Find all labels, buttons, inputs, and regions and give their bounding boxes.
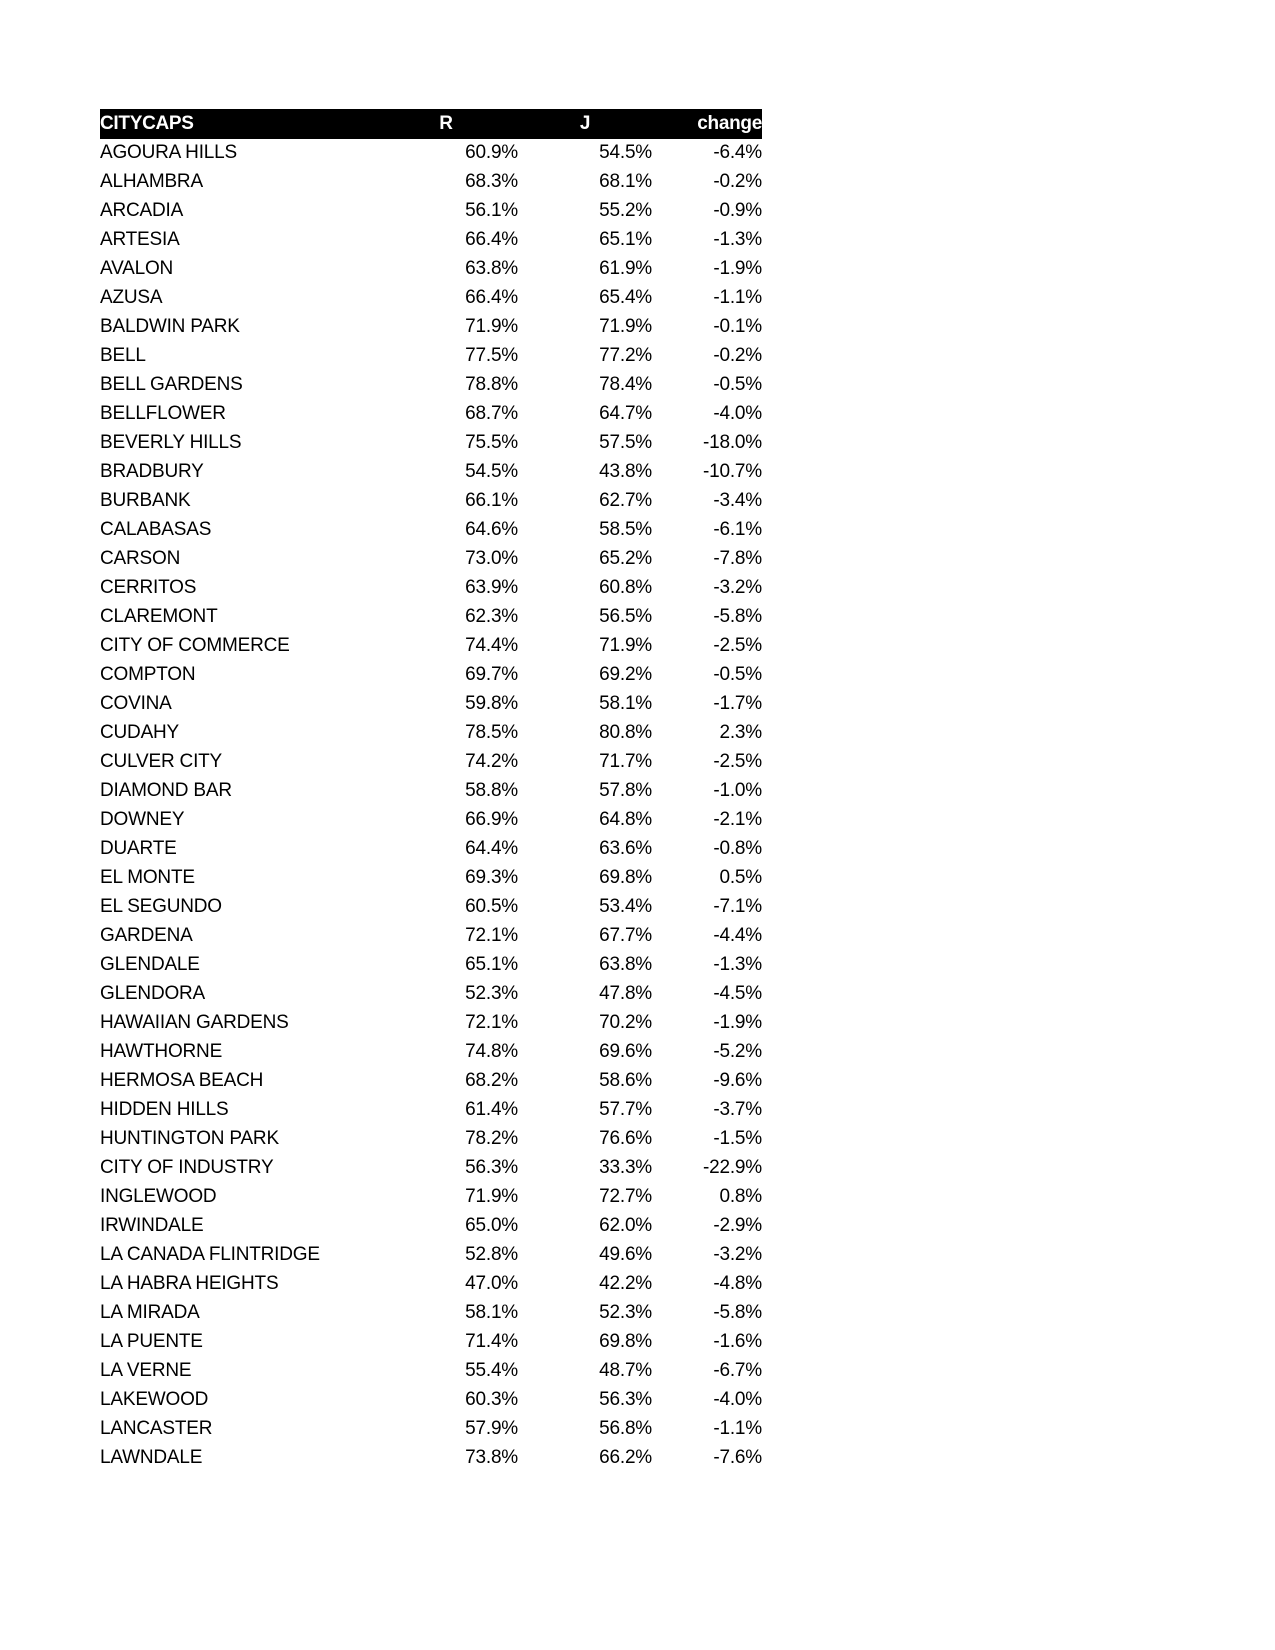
cell-city: DOWNEY	[100, 809, 185, 830]
cell-r: 65.1%	[465, 954, 518, 975]
cell-change: -4.0%	[713, 403, 762, 424]
cell-change: -6.4%	[713, 142, 762, 163]
cell-change: -22.9%	[702, 1157, 762, 1178]
cell-j: 65.4%	[599, 287, 652, 308]
cell-r: 72.1%	[465, 1012, 518, 1033]
cell-j: 57.5%	[599, 432, 652, 453]
table-row	[100, 342, 762, 371]
cell-j: 62.7%	[599, 490, 652, 511]
cell-change: -7.8%	[713, 548, 762, 569]
cell-r: 62.3%	[465, 606, 518, 627]
table-header	[100, 109, 762, 139]
table-row	[100, 1067, 762, 1096]
cell-city: COMPTON	[100, 664, 196, 685]
table-row	[100, 458, 762, 487]
cell-city: BALDWIN PARK	[100, 316, 240, 337]
table-row	[100, 574, 762, 603]
cell-city: HERMOSA BEACH	[100, 1070, 264, 1091]
cell-city: CULVER CITY	[100, 751, 223, 772]
cell-change: -2.1%	[713, 809, 762, 830]
cell-j: 61.9%	[599, 258, 652, 279]
city-percentage-table	[100, 109, 762, 1473]
cell-city: LA MIRADA	[100, 1302, 200, 1323]
cell-j: 69.8%	[599, 867, 652, 888]
cell-change: -7.1%	[713, 896, 762, 917]
cell-j: 56.5%	[599, 606, 652, 627]
cell-city: HIDDEN HILLS	[100, 1099, 229, 1120]
cell-j: 57.7%	[599, 1099, 652, 1120]
cell-r: 58.8%	[465, 780, 518, 801]
cell-j: 70.2%	[599, 1012, 652, 1033]
table-row	[100, 1096, 762, 1125]
cell-city: LAKEWOOD	[100, 1389, 209, 1410]
table-row	[100, 1125, 762, 1154]
cell-j: 58.5%	[599, 519, 652, 540]
cell-r: 78.5%	[465, 722, 518, 743]
cell-city: HUNTINGTON PARK	[100, 1128, 279, 1149]
cell-r: 60.3%	[465, 1389, 518, 1410]
table-row	[100, 719, 762, 748]
cell-r: 55.4%	[465, 1360, 518, 1381]
cell-change: -3.7%	[713, 1099, 762, 1120]
cell-r: 68.7%	[465, 403, 518, 424]
cell-r: 66.9%	[465, 809, 518, 830]
cell-city: AZUSA	[100, 287, 163, 308]
table-row	[100, 226, 762, 255]
column-header-change: change	[652, 109, 762, 139]
cell-city: ARCADIA	[100, 200, 184, 221]
cell-change: -5.8%	[713, 1302, 762, 1323]
table-row	[100, 1038, 762, 1067]
cell-city: BEVERLY HILLS	[100, 432, 242, 453]
cell-change: -1.9%	[713, 258, 762, 279]
cell-city: EL SEGUNDO	[100, 896, 222, 917]
cell-r: 68.2%	[465, 1070, 518, 1091]
cell-r: 59.8%	[465, 693, 518, 714]
column-header-r: R	[374, 109, 518, 139]
cell-r: 60.9%	[465, 142, 518, 163]
cell-change: -3.2%	[713, 1244, 762, 1265]
cell-r: 65.0%	[465, 1215, 518, 1236]
cell-city: CALABASAS	[100, 519, 212, 540]
cell-city: HAWTHORNE	[100, 1041, 223, 1062]
cell-r: 56.3%	[465, 1157, 518, 1178]
cell-city: LA HABRA HEIGHTS	[100, 1273, 279, 1294]
cell-city: CERRITOS	[100, 577, 197, 598]
table-row	[100, 951, 762, 980]
cell-change: -0.5%	[713, 664, 762, 685]
table-row	[100, 1183, 762, 1212]
cell-r: 69.7%	[465, 664, 518, 685]
table-row	[100, 313, 762, 342]
cell-city: ARTESIA	[100, 229, 180, 250]
cell-city: LANCASTER	[100, 1418, 213, 1439]
cell-change: -4.8%	[713, 1273, 762, 1294]
cell-j: 56.3%	[599, 1389, 652, 1410]
cell-r: 72.1%	[465, 925, 518, 946]
cell-city: AVALON	[100, 258, 174, 279]
cell-r: 61.4%	[465, 1099, 518, 1120]
cell-j: 76.6%	[599, 1128, 652, 1149]
cell-city: GLENDALE	[100, 954, 200, 975]
cell-change: -0.1%	[713, 316, 762, 337]
cell-r: 64.4%	[465, 838, 518, 859]
cell-city: BELL	[100, 345, 146, 366]
cell-city: CITY OF COMMERCE	[100, 635, 290, 656]
cell-change: -1.1%	[713, 1418, 762, 1439]
cell-j: 48.7%	[599, 1360, 652, 1381]
cell-j: 43.8%	[599, 461, 652, 482]
cell-r: 56.1%	[465, 200, 518, 221]
cell-change: -0.2%	[713, 171, 762, 192]
cell-city: INGLEWOOD	[100, 1186, 217, 1207]
cell-change: -1.5%	[713, 1128, 762, 1149]
cell-r: 66.4%	[465, 229, 518, 250]
cell-r: 78.8%	[465, 374, 518, 395]
table-row	[100, 922, 762, 951]
cell-j: 69.6%	[599, 1041, 652, 1062]
cell-r: 63.8%	[465, 258, 518, 279]
table-row	[100, 632, 762, 661]
cell-j: 66.2%	[599, 1447, 652, 1468]
cell-r: 73.8%	[465, 1447, 518, 1468]
cell-j: 33.3%	[599, 1157, 652, 1178]
cell-j: 72.7%	[599, 1186, 652, 1207]
cell-change: -6.1%	[713, 519, 762, 540]
cell-r: 60.5%	[465, 896, 518, 917]
table-row	[100, 1357, 762, 1386]
table-row	[100, 545, 762, 574]
cell-j: 71.9%	[599, 635, 652, 656]
cell-j: 65.2%	[599, 548, 652, 569]
cell-j: 49.6%	[599, 1244, 652, 1265]
cell-city: COVINA	[100, 693, 172, 714]
cell-city: LA PUENTE	[100, 1331, 203, 1352]
cell-change: -2.5%	[713, 751, 762, 772]
cell-change: -0.5%	[713, 374, 762, 395]
table-row	[100, 806, 762, 835]
data-table-container	[100, 109, 762, 1473]
cell-city: DUARTE	[100, 838, 177, 859]
cell-j: 64.7%	[599, 403, 652, 424]
cell-r: 78.2%	[465, 1128, 518, 1149]
cell-city: AGOURA HILLS	[100, 142, 237, 163]
cell-r: 74.2%	[465, 751, 518, 772]
table-row	[100, 1328, 762, 1357]
table-row	[100, 661, 762, 690]
cell-change: -6.7%	[713, 1360, 762, 1381]
cell-j: 71.9%	[599, 316, 652, 337]
cell-change: 0.5%	[719, 867, 762, 888]
cell-change: -2.5%	[713, 635, 762, 656]
cell-r: 54.5%	[465, 461, 518, 482]
cell-r: 69.3%	[465, 867, 518, 888]
cell-city: LAWNDALE	[100, 1447, 203, 1468]
cell-j: 80.8%	[599, 722, 652, 743]
table-row	[100, 168, 762, 197]
cell-j: 63.6%	[599, 838, 652, 859]
cell-city: CUDAHY	[100, 722, 180, 743]
cell-r: 74.4%	[465, 635, 518, 656]
cell-change: -1.1%	[713, 287, 762, 308]
cell-change: -18.0%	[702, 432, 762, 453]
cell-r: 71.9%	[465, 1186, 518, 1207]
cell-change: -3.2%	[713, 577, 762, 598]
cell-r: 75.5%	[465, 432, 518, 453]
table-row	[100, 1212, 762, 1241]
cell-j: 67.7%	[599, 925, 652, 946]
cell-j: 58.1%	[599, 693, 652, 714]
cell-j: 42.2%	[599, 1273, 652, 1294]
cell-r: 66.4%	[465, 287, 518, 308]
table-row	[100, 371, 762, 400]
cell-r: 64.6%	[465, 519, 518, 540]
cell-r: 68.3%	[465, 171, 518, 192]
cell-change: -1.7%	[713, 693, 762, 714]
cell-r: 58.1%	[465, 1302, 518, 1323]
cell-j: 69.2%	[599, 664, 652, 685]
cell-city: DIAMOND BAR	[100, 780, 232, 801]
table-row	[100, 1386, 762, 1415]
cell-r: 63.9%	[465, 577, 518, 598]
cell-change: -0.9%	[713, 200, 762, 221]
table-row	[100, 603, 762, 632]
cell-j: 71.7%	[599, 751, 652, 772]
cell-change: -5.8%	[713, 606, 762, 627]
cell-change: -0.8%	[713, 838, 762, 859]
cell-change: -1.3%	[713, 229, 762, 250]
cell-j: 58.6%	[599, 1070, 652, 1091]
cell-change: -0.2%	[713, 345, 762, 366]
table-row	[100, 487, 762, 516]
table-row	[100, 1415, 762, 1444]
cell-j: 53.4%	[599, 896, 652, 917]
cell-change: -3.4%	[713, 490, 762, 511]
table-header-row	[100, 109, 762, 139]
cell-j: 63.8%	[599, 954, 652, 975]
table-body	[100, 139, 762, 1473]
table-row	[100, 893, 762, 922]
cell-city: EL MONTE	[100, 867, 195, 888]
cell-j: 54.5%	[599, 142, 652, 163]
cell-r: 74.8%	[465, 1041, 518, 1062]
cell-j: 68.1%	[599, 171, 652, 192]
cell-j: 60.8%	[599, 577, 652, 598]
cell-city: BURBANK	[100, 490, 191, 511]
cell-j: 55.2%	[599, 200, 652, 221]
cell-city: GARDENA	[100, 925, 193, 946]
cell-change: 0.8%	[719, 1186, 762, 1207]
cell-r: 77.5%	[465, 345, 518, 366]
cell-r: 47.0%	[465, 1273, 518, 1294]
table-row	[100, 1154, 762, 1183]
cell-city: GLENDORA	[100, 983, 206, 1004]
cell-j: 77.2%	[599, 345, 652, 366]
cell-city: IRWINDALE	[100, 1215, 204, 1236]
cell-j: 52.3%	[599, 1302, 652, 1323]
cell-j: 69.8%	[599, 1331, 652, 1352]
cell-r: 57.9%	[465, 1418, 518, 1439]
cell-city: CARSON	[100, 548, 181, 569]
table-row	[100, 1009, 762, 1038]
table-row	[100, 690, 762, 719]
table-row	[100, 835, 762, 864]
cell-city: CLAREMONT	[100, 606, 218, 627]
table-row	[100, 284, 762, 313]
table-row	[100, 980, 762, 1009]
cell-r: 73.0%	[465, 548, 518, 569]
cell-city: BRADBURY	[100, 461, 204, 482]
cell-change: -1.0%	[713, 780, 762, 801]
cell-change: -1.9%	[713, 1012, 762, 1033]
table-row	[100, 1299, 762, 1328]
column-header-citycaps: CITYCAPS	[100, 109, 374, 139]
cell-change: -2.9%	[713, 1215, 762, 1236]
cell-change: -7.6%	[713, 1447, 762, 1468]
cell-r: 52.3%	[465, 983, 518, 1004]
cell-change: -4.0%	[713, 1389, 762, 1410]
cell-j: 56.8%	[599, 1418, 652, 1439]
table-row	[100, 777, 762, 806]
cell-change: -4.5%	[713, 983, 762, 1004]
column-header-j: J	[518, 109, 652, 139]
cell-j: 47.8%	[599, 983, 652, 1004]
cell-city: ALHAMBRA	[100, 171, 203, 192]
table-row	[100, 400, 762, 429]
table-row	[100, 864, 762, 893]
table-row	[100, 1241, 762, 1270]
cell-change: -1.6%	[713, 1331, 762, 1352]
cell-city: BELLFLOWER	[100, 403, 226, 424]
cell-city: HAWAIIAN GARDENS	[100, 1012, 289, 1033]
cell-j: 62.0%	[599, 1215, 652, 1236]
table-row	[100, 255, 762, 284]
cell-change: -10.7%	[702, 461, 762, 482]
cell-change: -4.4%	[713, 925, 762, 946]
cell-change: -1.3%	[713, 954, 762, 975]
table-row	[100, 516, 762, 545]
table-row	[100, 1444, 762, 1473]
table-row	[100, 197, 762, 226]
cell-city: BELL GARDENS	[100, 374, 243, 395]
cell-r: 66.1%	[465, 490, 518, 511]
cell-j: 65.1%	[599, 229, 652, 250]
cell-r: 52.8%	[465, 1244, 518, 1265]
cell-j: 64.8%	[599, 809, 652, 830]
cell-change: 2.3%	[719, 722, 762, 743]
table-row	[100, 748, 762, 777]
cell-change: -9.6%	[713, 1070, 762, 1091]
cell-change: -5.2%	[713, 1041, 762, 1062]
cell-city: CITY OF INDUSTRY	[100, 1157, 274, 1178]
cell-j: 57.8%	[599, 780, 652, 801]
cell-r: 71.4%	[465, 1331, 518, 1352]
cell-j: 78.4%	[599, 374, 652, 395]
cell-city: LA CANADA FLINTRIDGE	[100, 1244, 320, 1265]
cell-city: LA VERNE	[100, 1360, 192, 1381]
table-row	[100, 1270, 762, 1299]
table-row	[100, 429, 762, 458]
table-row	[100, 139, 762, 168]
cell-r: 71.9%	[465, 316, 518, 337]
